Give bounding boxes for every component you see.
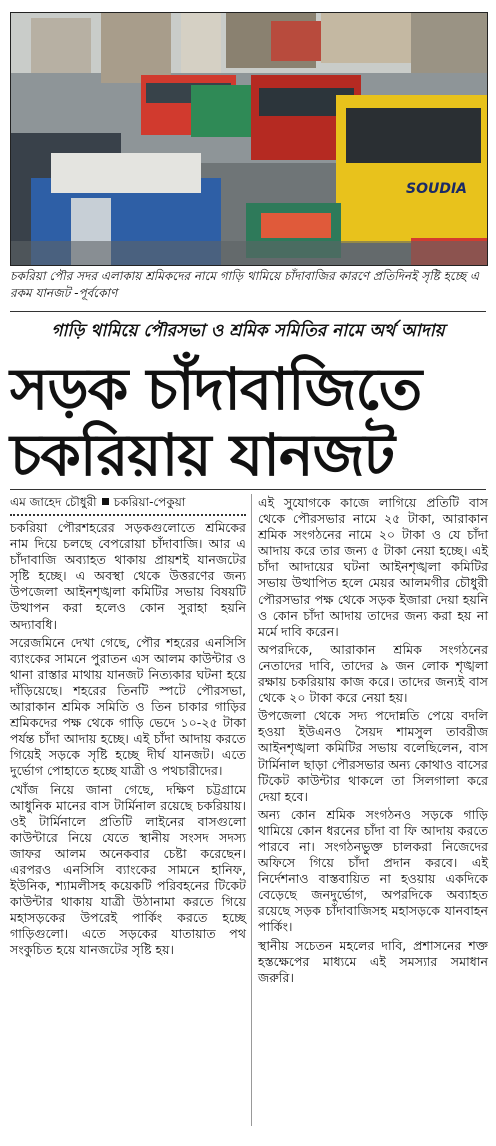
paragraph: সরেজমিনে দেখা গেছে, পৌর শহরের এনসিসি ব্যাংকের সামনে পুরাতন এস আলম কাউন্টার ও থানা রাস্তার মাথায় যানজট নিত্যকার ঘটনা হয়ে দাঁড়িয়েছে। শহরের তিনটি স্পটে পৌরসভা, আরাকান শ্রমিক সমিতি ও তিন চাকার গাড়ির শ্রমিকদের পক্ষ থেকে গাড়ি ভেদে ১০-২৫ টাকা পর্যন্ত চাঁদা আদায় হচ্ছে। এই চাঁদা আদায় করতে গিয়েই সড়কে সৃষ্টি হচ্ছে দীর্ঘ যানজট। এতে দুর্ভোগ পোহাতে হচ্ছে যাত্রী ও পথচারীদের।	[10, 634, 246, 779]
byline-author: এম জাহেদ চৌধুরী	[10, 495, 97, 509]
kicker-subheadline: গাড়ি থামিয়ে পৌরসভা ও শ্রমিক সমিতির নামে অর্থ আদায়	[51, 321, 445, 341]
byline-dotted-rule	[10, 514, 246, 516]
street-traffic-jam-photo	[10, 12, 488, 266]
headline-line-2: চকরিয়ায় যানজট	[10, 421, 395, 489]
paragraph: অপরদিকে, আরাকান শ্রমিক সংগঠনের নেতাদের দাবি, তাদের ৯ জন লোক শৃঙ্খলা রক্ষায় চকরিয়ায় কাজ করে। তাদের জন্যই বাস থেকে ২০ টাকা করে নেয়া হয়।	[258, 641, 488, 706]
paragraph: চকরিয়া পৌরশহরের সড়কগুলোতে শ্রমিকের নাম দিয়ে চলছে বেপরোয়া চাঁদাবাজি। আর এ চাঁদাবাজি অব্যাহত থাকায় প্রায়শই যানজটের সৃষ্টি হচ্ছে। এ অবস্থা থেকে উত্তরণের জন্য উপজেলা আইনশৃঙ্খলা কমিটির সভায় বিষয়টি উত্থাপন করা হলেও কোন সুরাহা হয়নি অদ্যাবধি।	[10, 520, 246, 632]
paragraph: এই সুযোগকে কাজে লাগিয়ে প্রতিটি বাস থেকে পৌরসভার নামে ২৫ টাকা, আরাকান শ্রমিক সংগঠনের নামে ২০ টাকা ও যে চাঁদা আদায় করে তার জন্য ৫ টাকা নেয়া হচ্ছে। এই চাঁদা আদায়ের ঘটনা আইনশৃঙ্খলা কমিটির সভায় উত্থাপিত হলে মেয়র আলমগীর চৌধুরী পৌরসভার পক্ষ থেকে সড়ক ইজারা দেয়া হয়নি ও কোন চাঁদা আদায় তাদের জন্য করা হয় না মর্মে দাবি করেন।	[258, 495, 488, 639]
article-column-2	[258, 495, 488, 988]
photo-caption: চকরিয়া পৌর সদর এলাকায় শ্রমিকদের নামে গাড়ি থামিয়ে চাঁদাবাজির কারণে প্রতিদিনই সৃষ্টি হচ্ছে এ রকম যানজট -পূর্বকোণ	[10, 269, 479, 300]
headline	[10, 356, 486, 488]
byline	[10, 494, 246, 510]
paragraph: উপজেলা থেকে সদ্য পদোন্নতি পেয়ে বদলি হওয়া ইউএনও সৈয়দ শামসুল তাবরীজ আইনশৃঙ্খলা কমিটির সভায় বলেছিলেন, বাস টার্মিনাল ছাড়া পৌরসভার অন্য কোথাও বাসের টিকেট কাউন্টার থাকলে তা সিলগালা করে দেয়া হবে।	[258, 708, 488, 804]
byline-location: চকরিয়া-পেকুয়া	[113, 495, 186, 509]
headline-line-1: সড়ক চাঁদাবাজিতে	[10, 355, 422, 423]
headline-divider	[10, 489, 486, 490]
bus-logo-text: SOUDIA	[406, 181, 468, 197]
paragraph: স্থানীয় সচেতন মহলের দাবি, প্রশাসনের শক্ত হস্তক্ষেপের মাধ্যমে এই সমস্যার সমাধান জরুরি।	[258, 937, 488, 985]
byline-separator-icon	[102, 498, 109, 505]
caption-divider	[10, 311, 486, 312]
column-divider	[251, 494, 252, 1126]
article-column-1	[10, 520, 246, 961]
paragraph: খোঁজ নিয়ে জানা গেছে, দক্ষিণ চট্টগ্রামে আধুনিক মানের বাস টার্মিনাল রয়েছে চকরিয়ায়। ওই টার্মিনালে প্রতিটি লাইনের বাসগুলো কাউন্টারে নিয়ে যেতে স্থানীয় সংসদ সদস্য জাফর আলম অনেকবার চেষ্টা করেছেন। এরপরও এনসিসি ব্যাংকের সামনে হানিফ, ইউনিক, শ্যামলীসহ কয়েকটি পরিবহনের টিকেট কাউন্টার থাকায় যাত্রী উঠানামা করতে গিয়ে মহাসড়কের উপরেই পার্কিং করতে হচ্ছে গাড়িগুলো। এতে সড়কের যাতায়াত পথ সংকুচিত হয়ে যানজটের সৃষ্টি হয়।	[10, 781, 246, 958]
paragraph: অন্য কোন শ্রমিক সংগঠনও সড়কে গাড়ি থামিয়ে কোন ধরনের চাঁদা বা ফি আদায় করতে পারবে না। সংগঠনভুক্ত চালকরা নিজেদের অফিসে গিয়ে চাঁদা প্রদান করবে। এই নির্দেশনাও বাস্তবায়িত না হওয়ায় একদিকে বেড়েছে জনদুর্ভোগ, অপরদিকে অব্যাহত রয়েছে সড়ক চাঁদাবাজিসহ মহাসড়কে যানবাহন পার্কিং।	[258, 806, 488, 935]
